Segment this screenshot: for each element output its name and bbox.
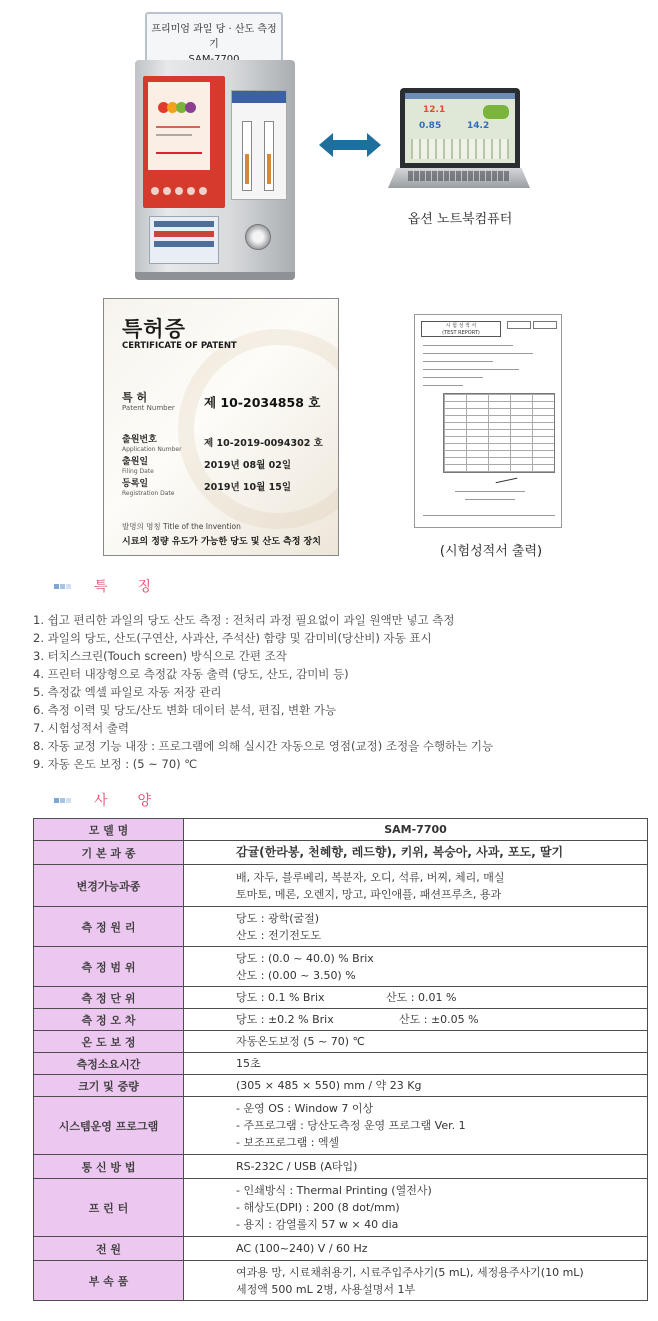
feature-item: 4. 프린터 내장형으로 측정값 자동 출력 (당도, 산도, 감미비 등): [33, 667, 349, 681]
table-row: [34, 1031, 648, 1053]
spec-label: 시스템운영 프로그램: [34, 1097, 184, 1155]
device-label: [145, 12, 283, 62]
spec-label: 프 린 터: [34, 1179, 184, 1237]
signature: [495, 473, 518, 483]
table-row: [34, 1261, 648, 1301]
spec-value: RS-232C / USB (A타입): [184, 1155, 648, 1179]
feature-item: 8. 자동 교정 기능 내장 : 프로그램에 의해 실시간 자동으로 영점(교정) 조정을 수행하는 기능: [33, 739, 494, 753]
laptop-value-1: 12.1: [423, 105, 446, 115]
laptop-caption: 옵션 노트북컴퓨터: [407, 212, 513, 227]
spec-label: 측 정 단 위: [34, 987, 184, 1009]
test-report-title: 시 험 성 적 서 (TEST REPORT): [421, 321, 501, 337]
spec-value: 배, 자두, 블루베리, 복분자, 오디, 석류, 버찌, 체리, 매실 토마토, 메론, 오렌지, 망고, 파인애플, 패션프루츠, 용과: [184, 865, 648, 907]
spec-value: - 운영 OS : Window 7 이상 - 주프로그램 : 당산도측정 운영 프로그램 Ver. 1 - 보조프로그램 : 엑셀: [184, 1097, 648, 1155]
test-report-table: [443, 393, 555, 473]
device-sticker: [149, 216, 219, 264]
test-report-caption: (시험성적서 출력): [439, 544, 543, 559]
spec-value: AC (100~240) V / 60 Hz: [184, 1237, 648, 1261]
spec-table: [33, 818, 648, 1301]
test-report: [414, 314, 562, 528]
feature-item: 1. 쉽고 편리한 과일의 당도 산도 측정 : 전처리 과정 필요없이 과일 원액만 넣고 측정: [33, 613, 455, 627]
spec-label: 측 정 범 위: [34, 947, 184, 987]
spec-label: 부 속 품: [34, 1261, 184, 1301]
table-row: [34, 907, 648, 947]
specs-heading-text: 사양: [94, 793, 182, 809]
spec-value: 여과용 망, 시료채취용기, 시료주입주사기(5 mL), 세정용주사기(10 mL) 세정액 500 mL 2병, 사용설명서 1부: [184, 1261, 648, 1301]
features-heading-text: 특징: [94, 579, 182, 595]
feature-item: 7. 시험성적서 출력: [33, 721, 130, 735]
registration-date-value: 2019년 10월 15일: [204, 482, 292, 493]
spec-value: 당도 : 광학(굴절) 산도 : 전기전도도: [184, 907, 648, 947]
invention-title-value: 시료의 정량 유도가 가능한 당도 및 산도 측정 장치: [122, 537, 321, 547]
table-row: [34, 841, 648, 865]
feature-item: 3. 터치스크린(Touch screen) 방식으로 간편 조작: [33, 649, 287, 663]
spec-label: 기 본 과 종: [34, 841, 184, 865]
spec-value: (305 × 485 × 550) mm / 약 23 Kg: [184, 1075, 648, 1097]
device-dial: [245, 224, 271, 250]
patent-title: 특허증: [122, 317, 186, 341]
laptop-value-3: 14.2: [467, 121, 490, 131]
device-sample-panel: [231, 90, 287, 200]
patent-certificate: [103, 298, 339, 556]
spec-label: 측 정 원 리: [34, 907, 184, 947]
spec-label: 측정소요시간: [34, 1053, 184, 1075]
patent-number-label: 특 허 Patent Number: [122, 391, 175, 412]
device-label-line1: 프리미엄 과일 당 · 산도 측정기: [151, 24, 277, 50]
table-row: [34, 1075, 648, 1097]
device-illustration: [135, 12, 295, 280]
spec-label: 전 원: [34, 1237, 184, 1261]
feature-item: 6. 측정 이력 및 당도/산도 변화 데이터 분석, 편집, 변환 가능: [33, 703, 337, 717]
features-list: [33, 611, 633, 773]
features-heading: [54, 577, 181, 595]
filing-date-value: 2019년 08월 02일: [204, 460, 292, 471]
invention-title-label: 발명의 명칭 Title of the Invention: [122, 522, 241, 531]
device-body: [135, 60, 295, 280]
application-number-label: 출원번호 Application Number: [122, 435, 182, 453]
fruit-icon: [158, 98, 200, 114]
spec-label: 모 델 명: [34, 819, 184, 841]
table-row: [34, 1097, 648, 1155]
specs-heading: [54, 791, 181, 809]
laptop-value-2: 0.85: [419, 121, 442, 131]
table-row: [34, 819, 648, 841]
table-row: [34, 1053, 648, 1075]
table-row: [34, 947, 648, 987]
spec-value: 감귤(한라봉, 천혜향, 레드향), 키위, 복숭아, 사과, 포도, 딸기: [184, 841, 648, 865]
table-row: [34, 1179, 648, 1237]
spec-label: 크기 및 중량: [34, 1075, 184, 1097]
spec-value: SAM-7700: [184, 819, 648, 841]
device-touchscreen: [143, 76, 225, 208]
table-row: [34, 987, 648, 1009]
spec-value: 15초: [184, 1053, 648, 1075]
laptop-screen: [405, 93, 515, 163]
patent-number-value: 제 10-2034858 호: [204, 395, 321, 410]
feature-item: 5. 측정값 엑셀 파일로 자동 저장 관리: [33, 685, 222, 699]
patent-title-en: CERTIFICATE OF PATENT: [122, 341, 237, 351]
laptop-illustration: [388, 88, 530, 198]
application-number-value: 제 10-2019-0094302 호: [204, 438, 323, 449]
spec-label: 온 도 보 정: [34, 1031, 184, 1053]
spec-label: 측 정 오 차: [34, 1009, 184, 1031]
spec-value: 당도 : ±0.2 % Brix 산도 : ±0.05 %: [184, 1009, 648, 1031]
spec-value: 당도 : (0.0 ~ 40.0) % Brix 산도 : (0.00 ~ 3.50) %: [184, 947, 648, 987]
table-row: [34, 1237, 648, 1261]
feature-item: 2. 과일의 당도, 산도(구연산, 사과산, 주석산) 함량 및 감미비(당산비) 자동 표시: [33, 631, 432, 645]
double-arrow-icon: [319, 133, 381, 157]
filing-date-label: 출원일 Filing Date: [122, 457, 154, 475]
spec-label: 변경가능과종: [34, 865, 184, 907]
table-row: [34, 1009, 648, 1031]
registration-date-label: 등록일 Registration Date: [122, 479, 175, 497]
table-row: [34, 865, 648, 907]
table-row: [34, 1155, 648, 1179]
spec-label: 통 신 방 법: [34, 1155, 184, 1179]
spec-value: - 인쇄방식 : Thermal Printing (열전사) - 해상도(DPI) : 200 (8 dot/mm) - 용지 : 감열롤지 57 w × 40 dia: [184, 1179, 648, 1237]
spec-value: 자동온도보정 (5 ~ 70) ℃: [184, 1031, 648, 1053]
spec-value: 당도 : 0.1 % Brix 산도 : 0.01 %: [184, 987, 648, 1009]
feature-item: 9. 자동 온도 보정 : (5 ~ 70) ℃: [33, 757, 198, 771]
